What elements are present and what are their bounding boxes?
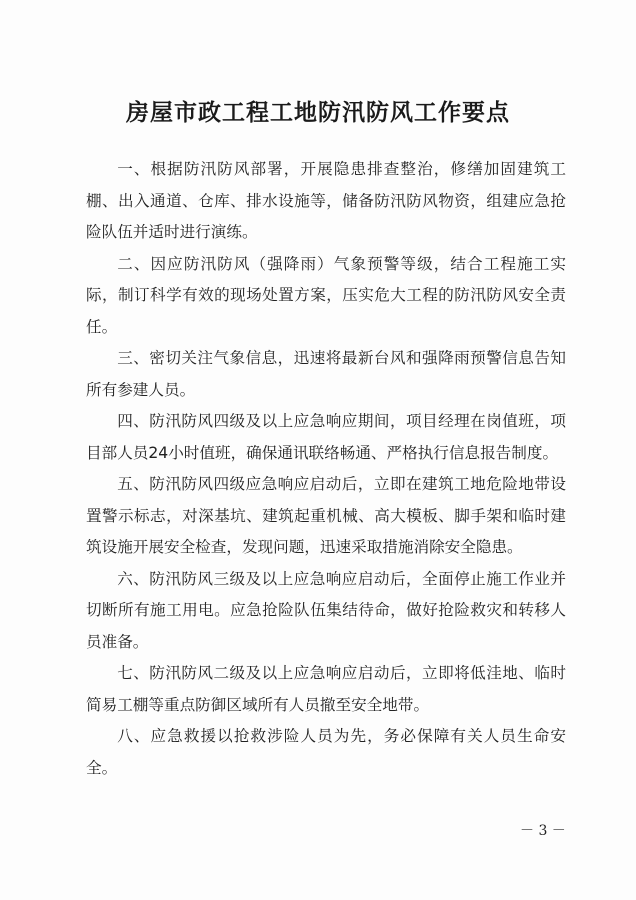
paragraph-7: 七、防汛防风二级及以上应急响应启动后，立即将低洼地、临时简易工棚等重点防御区域所有人员撤至安全地带。 xyxy=(86,664,566,714)
paragraph-3: 三、密切关注气象信息，迅速将最新台风和强降雨预警信息告知所有参建人员。 xyxy=(86,349,566,399)
paragraph-8: 八、应急救援以抢救涉险人员为先，务必保障有关人员生命安全。 xyxy=(86,727,566,777)
paragraph-6: 六、防汛防风三级及以上应急响应启动后，全面停止施工作业并切断所有施工用电。应急抢险队伍集结待命，做好抢险救灾和转移人员准备。 xyxy=(86,569,566,651)
paragraph-2: 二、因应防汛防风（强降雨）气象预警等级，结合工程施工实际，制订科学有效的现场处置方案，压实危大工程的防汛防风安全责任。 xyxy=(86,254,566,336)
document-body xyxy=(86,154,566,784)
paragraph-5: 五、防汛防风四级应急响应启动后，立即在建筑工地危险地带设置警示标志，对深基坑、建筑起重机械、高大模板、脚手架和临时建筑设施开展安全检查，发现问题，迅速采取措施消除安全隐患。 xyxy=(86,475,566,556)
document-title: 房屋市政工程工地防汛防风工作要点 xyxy=(126,99,510,126)
page-number: － 3 － xyxy=(520,823,566,839)
paragraph-1: 一、根据防汛防风部署，开展隐患排查整治，修缮加固建筑工棚、出入通道、仓库、排水设施等，储备防汛防风物资，组建应急抢险队伍并适时进行演练。 xyxy=(86,160,566,241)
paragraph-4: 四、防汛防风四级及以上应急响应期间，项目经理在岗值班，项目部人员24小时值班，确保通讯联络畅通、严格执行信息报告制度。 xyxy=(86,412,566,462)
